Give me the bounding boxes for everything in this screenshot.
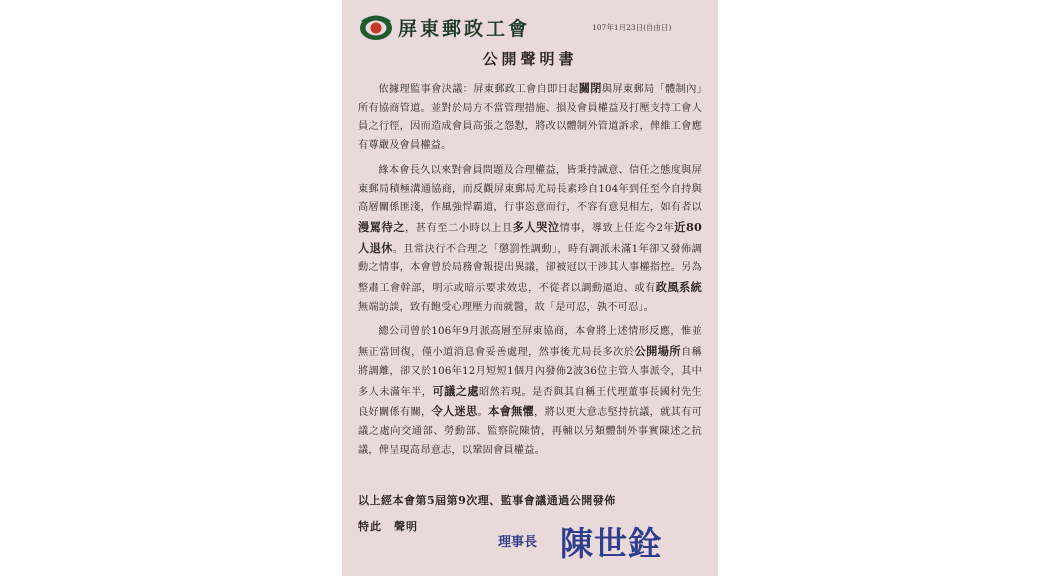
emphasis-text: 政風系統 (655, 280, 702, 295)
document-title: 公開聲明書 (482, 50, 578, 68)
signer-title: 理事長 (498, 535, 538, 550)
document-date: 107年1月23日(自由日) (592, 23, 672, 32)
organization-name: 屏東郵政工會 (398, 18, 531, 40)
text-run: 自稱將調離，卻又於106年12月短短1個月內發佈2波36位主管人事派令，其中多人未滿年半， (358, 347, 702, 398)
paragraph (358, 323, 702, 460)
text-run: 無端訪談，致有飽受心理壓力而就醫，故「是可忍，孰不可忍」。 (358, 301, 655, 313)
text-run: 緣本會長久以來對會員問題及合理權益，皆秉持誠意、信任之態度與屏東郵局積極溝通協商，而反觀屏東郵局尤局長素珍自104年到任至今自持與高層關係匪淺，作風強悍霸道，行事恣意而行，不容有意見相左，如有者以 (358, 164, 702, 214)
emphasis-text: 多人哭泣 (512, 219, 560, 234)
emphasis-text: 關閉 (578, 81, 602, 95)
signature-name: 陳世銓 (560, 524, 662, 563)
closing-line: 以上經本會第5屆第9次理、監事會議通過公開發佈 (358, 494, 616, 507)
text-run: 昭然若現。是否與其自稱王代理董事長國村先生良好關係有關， (358, 386, 702, 419)
union-logo-icon (358, 12, 394, 42)
text-run: 總公司曾於106年9月派高層至屏東協商，本會將上述情形反應，惟並無正當回復，僅小道消息會妥善處理，然事後尤局長多次於 (358, 326, 702, 359)
text-run: 。且常決行不合理之「懲罰性調動」，時有調派未滿1年卻又發佈調動之情事，本會曾於局務會報提出異議，卻被冠以干涉其人事權指控。另為整肅工會幹部，明示或暗示要求效忠，不從者以調動逼迫、或有 (358, 243, 702, 295)
text-run: ，甚有至二小時以上且 (405, 222, 513, 234)
paragraph (358, 162, 702, 318)
emphasis-text: 近80人退休 (358, 219, 702, 255)
text-run: 情事，導致上任迄今2年 (559, 222, 675, 234)
emphasis-text: 漫罵待之 (358, 219, 406, 234)
text-run: 。 (477, 407, 489, 419)
statement-body (358, 79, 702, 466)
emphasis-text: 本會無懼 (488, 404, 535, 419)
statement-document (342, 0, 718, 576)
emphasis-text: 公開場所 (634, 344, 681, 359)
emphasis-text: 令人迷思 (431, 404, 478, 419)
statement-line: 特此 聲明 (358, 520, 418, 533)
paragraph (358, 79, 702, 156)
text-run: 依據理監事會決議：屏東郵政工會自即日起 (378, 84, 579, 95)
text-run: ，將以更大意志堅持抗議，就其有可議之處向交通部、勞動部、監察院陳情，再輔以另類體制外事實陳述之抗議，俾呈現高昂意志，以鞏固會員權益。 (358, 407, 703, 456)
text-run: 與屏東郵局「體制內」所有協商管道。並對於局方不當管理措施、損及會員權益及打壓支持工會人員之行徑，因而造成會員高張之怨懟，將改以體制外管道訴求，俾維工會應有尊嚴及會員權益。 (358, 84, 702, 152)
emphasis-text: 可議之處 (432, 383, 479, 398)
